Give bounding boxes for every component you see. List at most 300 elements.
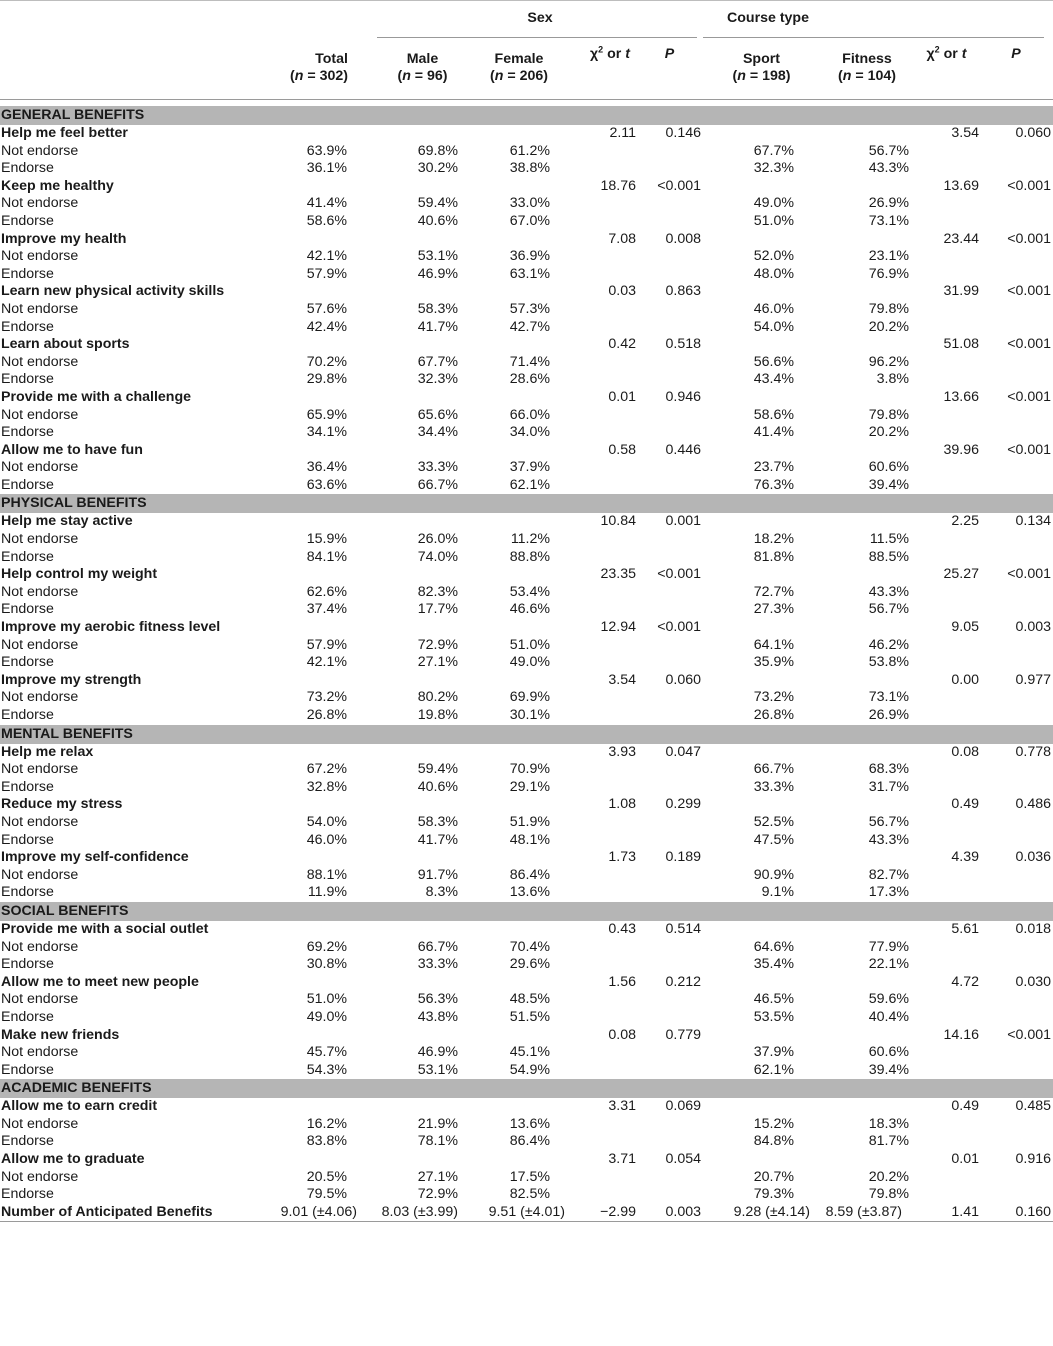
fitness-value: 43.3% <box>868 160 909 177</box>
chi-sex-value: 2.11 <box>609 125 636 141</box>
total-value: 84.1% <box>306 548 347 565</box>
table-row <box>0 1009 1053 1027</box>
table-row <box>0 424 1053 442</box>
benefit-label: Help me stay active <box>1 513 133 530</box>
row-label: Not endorse <box>1 991 79 1008</box>
row-label: Not endorse <box>1 866 79 883</box>
chi-course-value: 25.27 <box>943 566 979 583</box>
fitness-value: 11.5% <box>869 531 909 548</box>
sport-value: 76.3% <box>753 476 794 493</box>
table-row <box>0 707 1053 725</box>
female-value: 17.5% <box>509 1168 550 1185</box>
section-title: MENTAL BENEFITS <box>0 725 1053 744</box>
sport-value: 18.2% <box>753 531 794 548</box>
row-label: Not endorse <box>1 1044 79 1061</box>
benefit-label: Help control my weight <box>1 566 158 583</box>
table-row <box>0 1186 1053 1204</box>
fitness-value: 23.1% <box>868 248 909 265</box>
total-value: 54.0% <box>306 813 347 830</box>
table-row <box>0 407 1053 425</box>
section-title: SOCIAL BENEFITS <box>0 902 1053 921</box>
benefit-item-row <box>0 178 1053 196</box>
p-sex-value: 0.514 <box>665 920 701 937</box>
row-label: Not endorse <box>1 938 79 955</box>
row-label: Not endorse <box>1 583 79 600</box>
male-value: 32.3% <box>417 371 458 388</box>
chi-course-value: 31.99 <box>943 283 979 300</box>
total-value: 41.4% <box>306 195 347 212</box>
total-value: 36.4% <box>306 459 347 476</box>
p-course-value: <0.001 <box>1007 336 1052 353</box>
fitness-value: 73.1% <box>868 212 909 229</box>
table-row <box>0 761 1053 779</box>
female-value: 36.9% <box>509 248 550 265</box>
header-group-row <box>0 1 1053 38</box>
female-value: 13.6% <box>509 1115 550 1132</box>
p-sex-value: 0.001 <box>665 513 701 530</box>
female-value: 48.5% <box>509 991 550 1008</box>
benefit-item-row <box>0 1098 1053 1116</box>
sport-value: 52.0% <box>753 248 794 265</box>
benefit-item-row <box>0 672 1053 690</box>
chi-course-value: 39.96 <box>943 441 979 458</box>
chi-sex-value: 3.93 <box>608 743 636 760</box>
p-sex-value: 0.060 <box>665 671 701 688</box>
row-label: Not endorse <box>1 248 79 265</box>
male-value: 78.1% <box>417 1133 458 1150</box>
row-label: Endorse <box>1 1133 54 1150</box>
chi-course-value: 5.61 <box>951 920 979 937</box>
chi-sex-value: 0.08 <box>608 1026 636 1043</box>
p-course-value: 0.036 <box>1015 849 1052 866</box>
row-label: Not endorse <box>1 459 79 476</box>
fitness-value: 26.9% <box>868 195 909 212</box>
chi-sex-value: 0.03 <box>608 283 636 300</box>
row-label: Endorse <box>1 707 54 723</box>
total-value: 45.7% <box>306 1044 347 1061</box>
p-course-value: <0.001 <box>1007 177 1052 194</box>
total-value: 62.6% <box>306 583 347 600</box>
benefit-label: Improve my health <box>1 230 127 247</box>
table-row <box>0 248 1053 266</box>
total-value: 79.5% <box>306 1186 347 1203</box>
p-sex-value: 0.863 <box>665 283 701 300</box>
table-row <box>0 549 1053 567</box>
row-label: Not endorse <box>1 689 79 706</box>
table-row <box>0 867 1053 885</box>
chi-course-value: 4.72 <box>951 973 979 990</box>
total-value: 42.1% <box>306 248 347 265</box>
total-value: 42.1% <box>306 654 347 671</box>
row-label: Not endorse <box>1 813 79 830</box>
sport-value: 41.4% <box>753 424 794 441</box>
male-value: 40.6% <box>417 778 458 795</box>
p-course-value: <0.001 <box>1007 441 1052 458</box>
benefit-item-row <box>0 744 1053 762</box>
female-value: 13.6% <box>509 884 550 901</box>
female-value: 70.9% <box>509 761 550 778</box>
fitness-value: 18.3% <box>868 1115 909 1132</box>
chi-sex-value: 0.42 <box>608 336 636 353</box>
benefit-label: Learn new physical activity skills <box>1 283 225 300</box>
row-label: Endorse <box>1 318 54 335</box>
p-course-value: 0.486 <box>1015 796 1052 813</box>
chi-course-value: 13.66 <box>943 388 979 405</box>
sport-value: 32.3% <box>753 160 794 177</box>
table-row <box>0 213 1053 231</box>
row-label: Endorse <box>1 1008 54 1025</box>
male-value: 27.1% <box>417 654 458 671</box>
total-value: 63.9% <box>306 142 347 159</box>
row-label: Not endorse <box>1 353 79 370</box>
chi-sex-value: 3.31 <box>608 1098 636 1115</box>
row-label: Not endorse <box>1 300 79 317</box>
female-value: 63.1% <box>509 265 550 282</box>
sport-value: 35.4% <box>753 956 794 973</box>
p-course-value: 0.778 <box>1015 743 1052 760</box>
female-value: 53.4% <box>509 583 550 600</box>
benefit-item-row <box>0 619 1053 637</box>
row-label: Endorse <box>1 160 54 177</box>
table-row <box>0 531 1053 549</box>
total-value: 49.0% <box>306 1008 347 1025</box>
total-value: 36.1% <box>306 160 347 177</box>
section-header <box>0 1079 1053 1098</box>
fitness-value: 82.7% <box>868 866 909 883</box>
sport-value: 35.9% <box>753 654 794 671</box>
row-label: Endorse <box>1 548 54 565</box>
sport-value: 58.6% <box>753 406 794 423</box>
chi-sex-value: 12.94 <box>600 619 636 636</box>
female-value: 29.1% <box>509 778 550 795</box>
male-value: 19.8% <box>417 707 458 723</box>
p-sex-value: <0.001 <box>657 566 701 583</box>
fitness-value: 79.8% <box>868 406 909 423</box>
table-row <box>0 459 1053 477</box>
table-row <box>0 160 1053 178</box>
row-label: Endorse <box>1 212 54 229</box>
female-value: 70.4% <box>509 938 550 955</box>
male-value: 21.9% <box>417 1115 458 1132</box>
row-label: Endorse <box>1 371 54 388</box>
p-sex-value: 0.946 <box>665 388 701 405</box>
table-row <box>0 654 1053 672</box>
sport-value: 56.6% <box>753 353 794 370</box>
chi-course-value: 14.16 <box>943 1026 979 1043</box>
sport-value: 62.1% <box>753 1061 794 1078</box>
p-course-value: 0.134 <box>1015 513 1052 530</box>
sport-value: 15.2% <box>753 1115 794 1132</box>
table-row <box>0 779 1053 797</box>
fitness-value: 73.1% <box>868 689 909 706</box>
benefit-label: Learn about sports <box>1 336 130 353</box>
row-label: Not endorse <box>1 406 79 423</box>
row-label: Not endorse <box>1 636 79 653</box>
male-value: 27.1% <box>417 1168 458 1185</box>
section-title: ACADEMIC BENEFITS <box>0 1079 1053 1098</box>
female-value: 34.0% <box>509 424 550 441</box>
total-row-label: Number of Anticipated Benefits <box>0 1204 262 1222</box>
p-course-value: <0.001 <box>1007 283 1052 300</box>
chi-sex-value: 1.08 <box>608 796 636 813</box>
male-value: 74.0% <box>417 548 458 565</box>
chi-sex-value: 0.43 <box>608 920 636 937</box>
chi-course-value: 13.69 <box>943 177 979 194</box>
total-row <box>0 1204 1053 1222</box>
p-sex-value: 0.008 <box>665 230 701 247</box>
total-value: 34.1% <box>306 424 347 441</box>
male-value: 65.6% <box>417 406 458 423</box>
total-value: 46.0% <box>306 831 347 848</box>
chi-course-value: 51.08 <box>943 336 979 353</box>
benefit-label: Keep me healthy <box>1 177 114 194</box>
fitness-value: 22.1% <box>868 956 909 973</box>
benefit-label: Improve my aerobic fitness level <box>1 619 221 636</box>
fitness-value: 77.9% <box>868 938 909 955</box>
benefit-item-row <box>0 231 1053 249</box>
male-value: 91.7% <box>417 866 458 883</box>
benefit-label: Allow me to earn credit <box>1 1098 158 1115</box>
p-course-value: <0.001 <box>1007 1026 1052 1043</box>
total-value: 70.2% <box>306 353 347 370</box>
female-value: 86.4% <box>509 1133 550 1150</box>
male-value: 34.4% <box>417 424 458 441</box>
male-value: 46.9% <box>417 265 458 282</box>
row-label: Endorse <box>1 884 54 901</box>
total-value: 58.6% <box>306 212 347 229</box>
chi-course-value: 2.25 <box>951 513 979 530</box>
total-value: 37.4% <box>306 601 347 618</box>
table-row <box>0 689 1053 707</box>
table-row <box>0 319 1053 337</box>
female-value: 82.5% <box>509 1186 550 1203</box>
fitness-value: 31.7% <box>868 778 909 795</box>
female-value: 57.3% <box>509 300 550 317</box>
sport-value: 67.7% <box>753 142 794 159</box>
chi-course-value: 0.00 <box>951 671 979 688</box>
total-row-value: 8.03 (±3.99) <box>377 1204 468 1222</box>
sport-value: 46.5% <box>753 991 794 1008</box>
total-value: 51.0% <box>306 991 347 1008</box>
chi-course-value: 0.01 <box>951 1151 979 1168</box>
benefit-label: Allow me to have fun <box>1 441 143 458</box>
male-value: 53.1% <box>417 1061 458 1078</box>
col-header-male: Male (n = 96) <box>377 37 468 100</box>
fitness-value: 43.3% <box>868 831 909 848</box>
table-row <box>0 477 1053 495</box>
male-value: 30.2% <box>417 160 458 177</box>
male-value: 67.7% <box>417 353 458 370</box>
sport-value: 64.6% <box>753 938 794 955</box>
group-sex: Sex <box>377 1 703 38</box>
sport-value: 23.7% <box>753 459 794 476</box>
benefit-label: Help me feel better <box>1 125 128 141</box>
total-row-value: 0.003 <box>636 1204 703 1222</box>
chi-sex-value: 1.73 <box>608 849 636 866</box>
fitness-value: 39.4% <box>868 1061 909 1078</box>
row-label: Not endorse <box>1 761 79 778</box>
fitness-value: 79.8% <box>868 300 909 317</box>
benefit-label: Provide me with a social outlet <box>1 920 209 937</box>
benefit-item-row <box>0 796 1053 814</box>
male-value: 17.7% <box>417 601 458 618</box>
male-value: 66.7% <box>417 938 458 955</box>
male-value: 72.9% <box>417 636 458 653</box>
chi-sex-value: 7.08 <box>608 230 636 247</box>
table-row <box>0 354 1053 372</box>
female-value: 49.0% <box>509 654 550 671</box>
sport-value: 49.0% <box>753 195 794 212</box>
table-row <box>0 266 1053 284</box>
row-label: Endorse <box>1 654 54 671</box>
sport-value: 52.5% <box>753 813 794 830</box>
total-value: 15.9% <box>306 531 347 548</box>
row-label: Not endorse <box>1 195 79 212</box>
sport-value: 54.0% <box>753 318 794 335</box>
benefit-item-row <box>0 849 1053 867</box>
table-row <box>0 584 1053 602</box>
table-row <box>0 195 1053 213</box>
total-value: 65.9% <box>306 406 347 423</box>
table-row <box>0 1116 1053 1134</box>
chi-sex-value: 0.58 <box>608 441 636 458</box>
male-value: 72.9% <box>417 1186 458 1203</box>
p-course-value: <0.001 <box>1007 388 1052 405</box>
fitness-value: 39.4% <box>868 476 909 493</box>
male-value: 58.3% <box>417 300 458 317</box>
total-value: 26.8% <box>306 707 347 723</box>
p-course-value: <0.001 <box>1007 566 1052 583</box>
fitness-value: 46.2% <box>868 636 909 653</box>
group-course-type: Course type <box>820 1 1053 38</box>
male-value: 66.7% <box>417 476 458 493</box>
sport-value: 43.4% <box>753 371 794 388</box>
female-value: 30.1% <box>509 707 550 723</box>
total-value: 57.9% <box>306 636 347 653</box>
total-value: 69.2% <box>306 938 347 955</box>
chi-course-value: 0.08 <box>951 743 979 760</box>
table-row <box>0 1133 1053 1151</box>
female-value: 66.0% <box>509 406 550 423</box>
total-value: 73.2% <box>306 689 347 706</box>
fitness-value: 59.6% <box>868 991 909 1008</box>
table-row <box>0 371 1053 389</box>
table-row <box>0 1062 1053 1080</box>
benefit-item-row <box>0 125 1053 143</box>
female-value: 88.8% <box>509 548 550 565</box>
fitness-value: 56.7% <box>868 142 909 159</box>
female-value: 51.0% <box>509 636 550 653</box>
chi-course-value: 0.49 <box>951 796 979 813</box>
sport-value: 79.3% <box>753 1186 794 1203</box>
sport-value: 33.3% <box>753 778 794 795</box>
benefit-item-row <box>0 566 1053 584</box>
table-row <box>0 956 1053 974</box>
chi-course-value: 3.54 <box>951 125 979 141</box>
row-label: Not endorse <box>1 1168 79 1185</box>
benefit-label: Provide me with a challenge <box>1 388 192 405</box>
header-column-row <box>0 37 1053 100</box>
total-value: 32.8% <box>306 778 347 795</box>
p-sex-value: 0.146 <box>665 125 701 141</box>
female-value: 29.6% <box>509 956 550 973</box>
male-value: 80.2% <box>417 689 458 706</box>
chi-sex-value: 1.56 <box>608 973 636 990</box>
sport-value: 81.8% <box>753 548 794 565</box>
total-value: 83.8% <box>306 1133 347 1150</box>
p-course-value: 0.030 <box>1015 973 1052 990</box>
chi-course-value: 23.44 <box>943 230 979 247</box>
p-course-value: 0.977 <box>1015 671 1052 688</box>
total-row-value: 0.160 <box>979 1204 1053 1222</box>
fitness-value: 20.2% <box>868 1168 909 1185</box>
row-label: Not endorse <box>1 531 79 548</box>
row-label: Endorse <box>1 601 54 618</box>
benefit-item-row <box>0 1151 1053 1169</box>
chi-sex-value: 3.54 <box>608 671 636 688</box>
p-sex-value: 0.189 <box>665 849 701 866</box>
total-value: 20.5% <box>306 1168 347 1185</box>
row-label: Endorse <box>1 476 54 493</box>
male-value: 33.3% <box>417 459 458 476</box>
table-body <box>0 106 1053 1222</box>
benefit-item-row <box>0 974 1053 992</box>
fitness-value: 56.7% <box>868 601 909 618</box>
chi-course-value: 4.39 <box>951 849 979 866</box>
benefit-label: Help me relax <box>1 743 94 760</box>
table-row <box>0 301 1053 319</box>
p-sex-value: 0.069 <box>665 1098 701 1115</box>
sport-value: 90.9% <box>753 866 794 883</box>
total-value: 54.3% <box>306 1061 347 1078</box>
col-header-fitness: Fitness (n = 104) <box>820 37 914 100</box>
col-header-sport: Sport (n = 198) <box>703 37 820 100</box>
female-value: 69.9% <box>509 689 550 706</box>
p-course-value: 0.003 <box>1015 619 1052 636</box>
col-header-total: Total (n = 302) <box>262 37 377 100</box>
female-value: 86.4% <box>509 866 550 883</box>
male-value: 59.4% <box>417 761 458 778</box>
chi-course-value: 9.05 <box>951 619 979 636</box>
female-value: 11.2% <box>510 531 550 548</box>
p-sex-value: 0.518 <box>665 336 701 353</box>
fitness-value: 56.7% <box>868 813 909 830</box>
fitness-value: 53.8% <box>868 654 909 671</box>
sport-value: 53.5% <box>753 1008 794 1025</box>
sport-value: 72.7% <box>753 583 794 600</box>
p-sex-value: 0.054 <box>665 1151 701 1168</box>
female-value: 28.6% <box>509 371 550 388</box>
female-value: 62.1% <box>509 476 550 493</box>
total-value: 57.6% <box>306 300 347 317</box>
sport-value: 84.8% <box>753 1133 794 1150</box>
female-value: 33.0% <box>509 195 550 212</box>
p-sex-value: <0.001 <box>657 619 701 636</box>
total-value: 88.1% <box>306 866 347 883</box>
female-value: 42.7% <box>509 318 550 335</box>
total-row-value: 1.41 <box>914 1204 979 1222</box>
row-label: Endorse <box>1 1186 54 1203</box>
fitness-value: 79.8% <box>868 1186 909 1203</box>
total-value: 42.4% <box>306 318 347 335</box>
p-sex-value: 0.047 <box>665 743 701 760</box>
female-value: 71.4% <box>509 353 550 370</box>
male-value: 41.7% <box>417 318 458 335</box>
table-row <box>0 1044 1053 1062</box>
benefit-label: Reduce my stress <box>1 796 123 813</box>
total-value: 16.2% <box>306 1115 347 1132</box>
male-value: 40.6% <box>417 212 458 229</box>
